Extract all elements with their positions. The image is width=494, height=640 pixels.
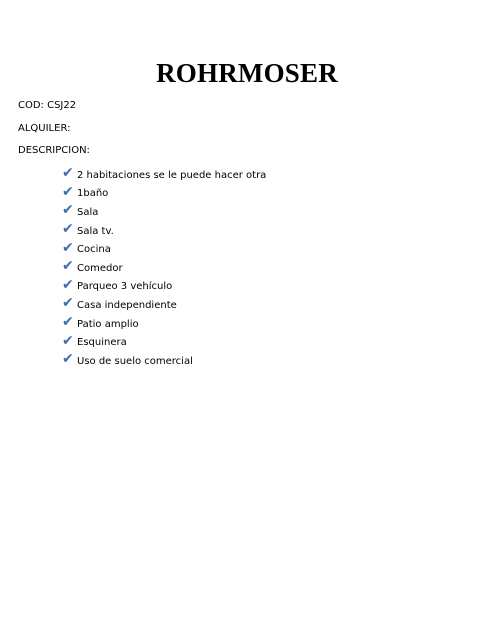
check-icon: ✔ (62, 295, 74, 312)
list-item-text: Esquinera (77, 337, 127, 349)
list-item (62, 259, 266, 278)
list-item (62, 315, 266, 334)
check-icon: ✔ (62, 351, 74, 368)
list-item (62, 240, 266, 259)
list-item (62, 278, 266, 297)
check-icon: ✔ (62, 221, 74, 238)
code-line: COD: CSJ22 (18, 100, 77, 111)
list-item (62, 166, 266, 185)
list-item-text: Casa independiente (77, 299, 177, 311)
list-item (62, 296, 266, 315)
list-item-text: 1baño (77, 188, 109, 200)
list-item-text: 2 habitaciones se le puede hacer otra (77, 169, 267, 181)
list-item (62, 352, 266, 371)
rent-line: ALQUILER: (18, 123, 71, 134)
features-list (62, 166, 266, 371)
list-item-text: Parqueo 3 vehículo (77, 281, 173, 293)
check-icon: ✔ (62, 165, 74, 182)
list-item (62, 185, 266, 204)
list-item-text: Uso de suelo comercial (77, 355, 193, 367)
list-item (62, 333, 266, 352)
list-item-text: Cocina (77, 244, 111, 256)
check-icon: ✔ (62, 332, 74, 349)
list-item-text: Sala tv. (77, 225, 114, 237)
check-icon: ✔ (62, 276, 74, 293)
list-item (62, 203, 266, 222)
check-icon: ✔ (62, 314, 74, 331)
check-icon: ✔ (62, 183, 74, 200)
page-title: ROHRMOSER (156, 58, 338, 88)
list-item-text: Sala (77, 206, 99, 218)
list-item-text: Comedor (77, 262, 123, 274)
list-item (62, 222, 266, 241)
list-item-text: Patio amplio (77, 318, 139, 330)
check-icon: ✔ (62, 239, 74, 256)
description-label: DESCRIPCION: (18, 145, 90, 156)
check-icon: ✔ (62, 202, 74, 219)
check-icon: ✔ (62, 258, 74, 275)
